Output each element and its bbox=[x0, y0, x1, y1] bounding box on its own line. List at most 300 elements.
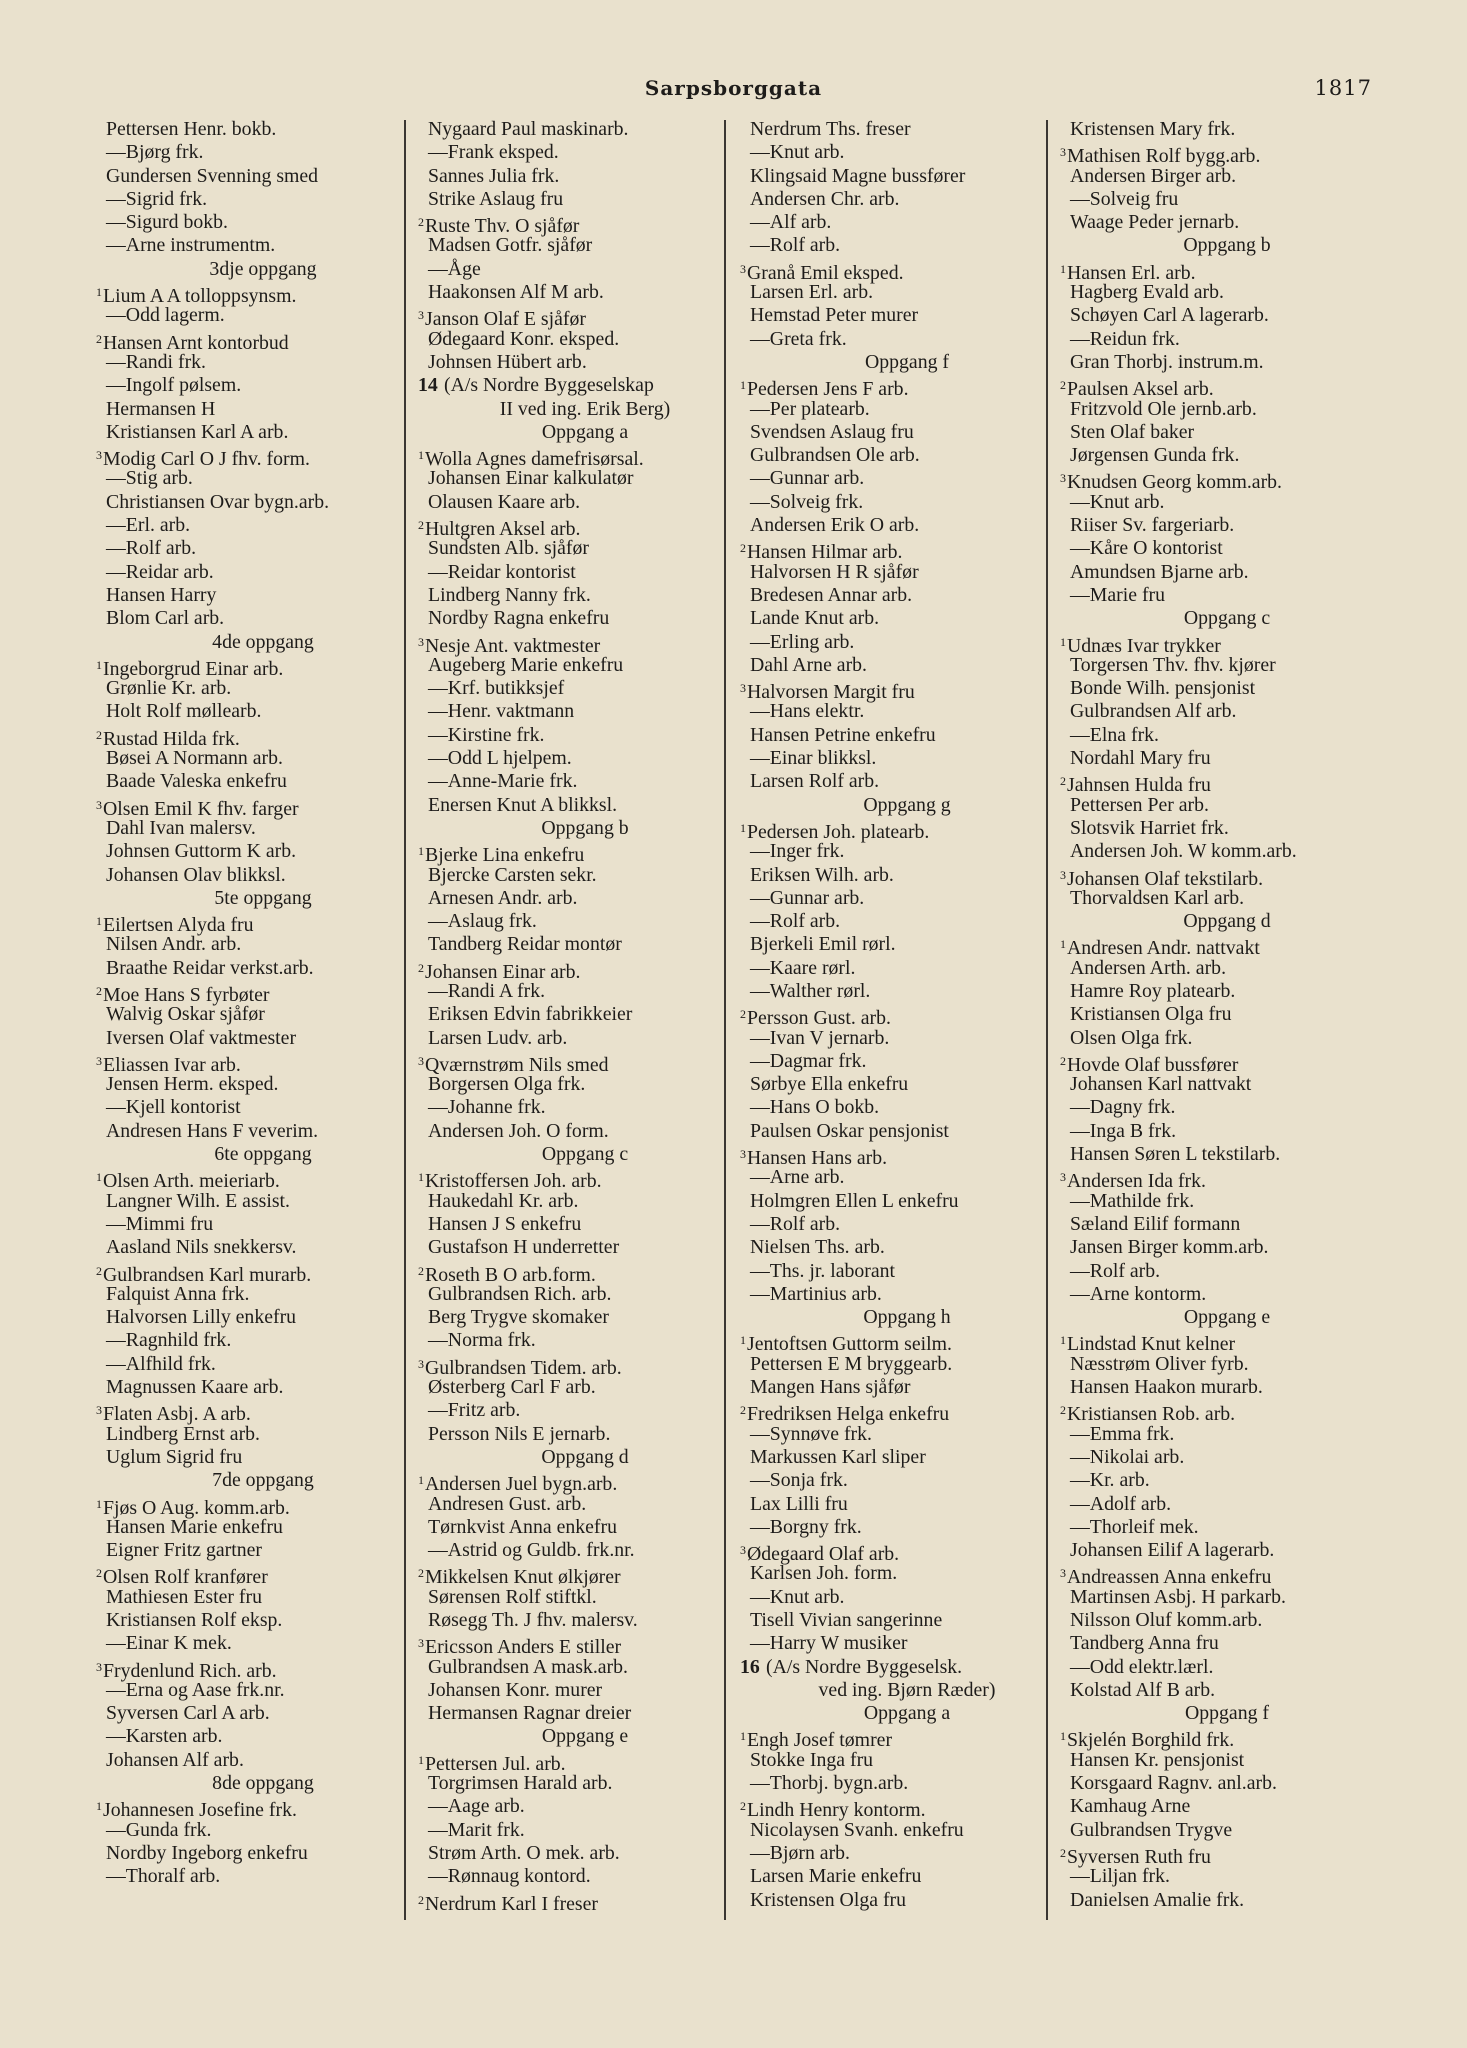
entry-text: Gundersen Svenning smed bbox=[106, 164, 319, 187]
entry-text: —Ivan V jernarb. bbox=[750, 1026, 890, 1049]
floor-marker: 1 bbox=[96, 1170, 102, 1185]
directory-entry bbox=[1060, 1842, 1386, 1868]
directory-entry bbox=[104, 514, 422, 537]
entry-text: —Knut arb. bbox=[750, 1585, 845, 1608]
directory-entry bbox=[104, 1819, 422, 1842]
directory-entry bbox=[96, 444, 422, 471]
floor-marker: 2 bbox=[1060, 1845, 1066, 1860]
directory-entry bbox=[426, 770, 744, 793]
entry-text: —Gunnar arb. bbox=[750, 886, 865, 909]
directory-entry bbox=[748, 840, 1066, 863]
entry-text: —Inger frk. bbox=[750, 840, 845, 863]
section-heading bbox=[104, 1143, 422, 1166]
entry-text: ved ing. Bjørn Ræder) bbox=[818, 1678, 996, 1701]
entry-text: Kristensen Mary frk. bbox=[1070, 118, 1236, 140]
entry-text: Knudsen Georg komm.arb. bbox=[1067, 471, 1282, 494]
entry-text: —Odd L hjelpem. bbox=[428, 747, 572, 770]
entry-text: Jahnsen Hulda fru bbox=[1067, 774, 1211, 797]
entry-text: —Frank eksped. bbox=[428, 141, 559, 164]
directory-entry bbox=[748, 1376, 1066, 1399]
section-heading bbox=[104, 258, 422, 281]
directory-entry bbox=[426, 537, 744, 560]
entry-text: Magnussen Kaare arb. bbox=[106, 1376, 284, 1399]
entry-text: Slotsvik Harriet frk. bbox=[1070, 816, 1229, 839]
house-number: 14 bbox=[418, 374, 438, 397]
entry-text: (A/s Nordre Byggeselskap bbox=[444, 374, 654, 397]
directory-entry bbox=[426, 1679, 744, 1702]
entry-text: Johnsen Hübert arb. bbox=[428, 350, 587, 373]
directory-entry bbox=[426, 1772, 744, 1795]
directory-entry bbox=[418, 1632, 744, 1659]
directory-entry bbox=[1068, 747, 1386, 770]
directory-entry bbox=[1068, 584, 1386, 607]
directory-entry bbox=[748, 584, 1066, 607]
entry-text: Schøyen Carl A lagerarb. bbox=[1070, 304, 1269, 327]
entry-text: Nordby Ingeborg enkefru bbox=[106, 1841, 308, 1864]
directory-entry bbox=[96, 910, 422, 937]
directory-entry bbox=[426, 1190, 744, 1213]
entry-text: —Johanne frk. bbox=[428, 1096, 546, 1119]
entry-text: Andersen Ida frk. bbox=[1067, 1170, 1206, 1193]
entry-text: Oppgang c bbox=[1183, 607, 1271, 630]
directory-entry bbox=[96, 1050, 422, 1076]
directory-entry bbox=[748, 910, 1066, 933]
directory-entry bbox=[748, 1260, 1066, 1283]
directory-entry bbox=[740, 1539, 1066, 1566]
entry-text: Sannes Julia frk. bbox=[428, 164, 560, 187]
entry-text: Oppgang c bbox=[541, 1143, 629, 1166]
entry-text: Lande Knut arb. bbox=[750, 607, 880, 630]
entry-text: Engh Josef tømrer bbox=[747, 1729, 893, 1752]
floor-marker: 2 bbox=[1060, 774, 1066, 789]
directory-entry bbox=[1068, 1493, 1386, 1516]
section-heading bbox=[104, 1469, 422, 1492]
entry-text: Nerdrum Karl I freser bbox=[425, 1892, 598, 1915]
directory-entry bbox=[426, 1819, 744, 1842]
entry-text: Danielsen Amalie frk. bbox=[1070, 1888, 1245, 1911]
entry-text: Frydenlund Rich. arb. bbox=[103, 1659, 277, 1682]
entry-text: (A/s Nordre Byggeselsk. bbox=[766, 1655, 963, 1678]
entry-text: Thorvaldsen Karl arb. bbox=[1070, 886, 1245, 909]
directory-entry bbox=[1068, 980, 1386, 1003]
directory-entry bbox=[1068, 1376, 1386, 1399]
entry-text: Qværnstrøm Nils smed bbox=[425, 1053, 609, 1076]
entry-text: Tisell Vivian sangerinne bbox=[750, 1609, 943, 1631]
directory-entry bbox=[96, 1166, 422, 1193]
directory-entry bbox=[748, 724, 1066, 747]
entry-text: Oppgang a bbox=[541, 420, 629, 443]
directory-entry bbox=[1060, 258, 1386, 284]
entry-text: Tørnkvist Anna enkefru bbox=[428, 1515, 617, 1538]
entry-text: —Sonja frk. bbox=[750, 1469, 848, 1492]
entry-text: Larsen Ludv. arb. bbox=[428, 1026, 568, 1049]
directory-entry bbox=[1060, 1166, 1386, 1193]
directory-entry bbox=[418, 1889, 744, 1915]
directory-entry bbox=[426, 467, 744, 490]
directory-entry bbox=[1068, 398, 1386, 421]
directory-entry bbox=[1068, 304, 1386, 327]
entry-text: —Alfhild frk. bbox=[106, 1352, 216, 1375]
directory-entry bbox=[748, 444, 1066, 467]
entry-text: Persson Gust. arb. bbox=[747, 1007, 891, 1030]
directory-entry bbox=[418, 514, 744, 541]
directory-entry bbox=[426, 1842, 744, 1865]
directory-entry bbox=[104, 1329, 422, 1352]
entry-text: Paulsen Aksel arb. bbox=[1067, 378, 1214, 401]
entry-text: Andresen Andr. nattvakt bbox=[1067, 937, 1260, 960]
directory-entry bbox=[104, 491, 422, 514]
directory-entry bbox=[748, 561, 1066, 584]
directory-entry bbox=[1068, 1236, 1386, 1259]
entry-text: Mathisen Rolf bygg.arb. bbox=[1067, 145, 1261, 168]
directory-entry bbox=[104, 817, 422, 840]
entry-text: Ericsson Anders E stiller bbox=[425, 1636, 622, 1659]
entry-text: Larsen Marie enkefru bbox=[750, 1865, 922, 1888]
floor-marker: 1 bbox=[96, 1496, 102, 1511]
directory-entry bbox=[426, 1376, 744, 1399]
directory-entry bbox=[96, 1795, 422, 1822]
floor-marker: 1 bbox=[1060, 261, 1066, 276]
entry-text: Hansen Erl. arb. bbox=[1067, 261, 1196, 284]
directory-entry bbox=[104, 1096, 422, 1119]
directory-entry bbox=[96, 281, 422, 308]
directory-entry bbox=[748, 234, 1066, 257]
entry-text: Pettersen Henr. bokb. bbox=[106, 118, 277, 140]
entry-text: Olausen Kaare arb. bbox=[428, 490, 581, 513]
directory-entry bbox=[748, 654, 1066, 677]
entry-text: Eriksen Wilh. arb. bbox=[750, 863, 894, 886]
directory-entry bbox=[426, 188, 744, 211]
entry-text: Pedersen Joh. platearb. bbox=[747, 820, 930, 843]
entry-text: Eilertsen Alyda fru bbox=[103, 914, 254, 937]
entry-text: Østerberg Carl F arb. bbox=[428, 1376, 596, 1399]
directory-entry bbox=[426, 864, 744, 887]
directory-entry bbox=[748, 1073, 1066, 1096]
entry-text: Kristiansen Karl A arb. bbox=[106, 420, 289, 443]
entry-text: Tandberg Anna fru bbox=[1070, 1632, 1219, 1655]
directory-entry bbox=[104, 840, 422, 863]
entry-text: —Rolf arb. bbox=[106, 537, 197, 560]
entry-text: Hultgren Aksel arb. bbox=[425, 518, 581, 541]
entry-text: Johansen Konr. murer bbox=[428, 1678, 603, 1701]
entry-text: Holmgren Ellen L enkefru bbox=[750, 1189, 959, 1212]
directory-entry bbox=[426, 1516, 744, 1539]
floor-marker: 2 bbox=[96, 727, 102, 742]
directory-entry bbox=[426, 1236, 744, 1259]
directory-entry bbox=[748, 1353, 1066, 1376]
entry-text: Hermansen Ragnar dreier bbox=[428, 1702, 632, 1725]
directory-entry bbox=[104, 1073, 422, 1096]
floor-marker: 1 bbox=[1060, 1333, 1066, 1348]
directory-entry bbox=[426, 1399, 744, 1422]
directory-entry bbox=[1068, 537, 1386, 560]
entry-text: —Norma frk. bbox=[428, 1329, 536, 1352]
directory-entry bbox=[740, 374, 1066, 401]
entry-text: Næsstrøm Oliver fyrb. bbox=[1070, 1352, 1249, 1375]
directory-entry bbox=[104, 561, 422, 584]
entry-text: —Karsten arb. bbox=[106, 1725, 223, 1748]
entry-text: Oppgang d bbox=[541, 1445, 629, 1468]
entry-text: Uglum Sigrid fru bbox=[106, 1445, 243, 1468]
entry-text: Hansen J S enkefru bbox=[428, 1212, 582, 1235]
entry-text: Bjerke Lina enkefru bbox=[425, 844, 585, 867]
floor-marker: 1 bbox=[418, 844, 424, 859]
entry-text: Holt Rolf møllearb. bbox=[106, 700, 262, 723]
directory-entry bbox=[418, 444, 744, 471]
directory-entry bbox=[104, 1306, 422, 1329]
section-heading bbox=[426, 1143, 744, 1166]
floor-marker: 1 bbox=[1060, 937, 1066, 952]
entry-text: Gulbrandsen Alf arb. bbox=[1070, 700, 1237, 723]
entry-text: Pettersen Jul. arb. bbox=[425, 1752, 566, 1775]
section-heading bbox=[748, 1679, 1066, 1702]
directory-entry bbox=[748, 1190, 1066, 1213]
directory-entry bbox=[104, 770, 422, 793]
directory-entry bbox=[1068, 1469, 1386, 1492]
entry-text: Stokke Inga fru bbox=[750, 1748, 874, 1771]
entry-text: Hansen Arnt kontorbud bbox=[103, 331, 289, 354]
entry-text: —Dagny frk. bbox=[1070, 1096, 1176, 1119]
entry-text: —Bjørg frk. bbox=[106, 141, 204, 164]
entry-text: Haakonsen Alf M arb. bbox=[428, 281, 604, 304]
directory-entry bbox=[748, 933, 1066, 956]
entry-text: Fritzvold Ole jernb.arb. bbox=[1070, 397, 1257, 420]
entry-text: Johansen Karl nattvakt bbox=[1070, 1073, 1252, 1096]
entry-text: —Ingolf pølsem. bbox=[106, 374, 242, 397]
floor-marker: 2 bbox=[96, 1566, 102, 1581]
directory-entry bbox=[418, 1749, 744, 1775]
entry-text: Strike Aslaug fru bbox=[428, 187, 564, 210]
directory-entry bbox=[104, 1190, 422, 1213]
entry-text: Enersen Knut A blikksl. bbox=[428, 793, 618, 816]
directory-entry bbox=[418, 1469, 744, 1496]
directory-entry bbox=[426, 654, 744, 677]
directory-entry bbox=[1068, 1749, 1386, 1772]
entry-text: Olsen Emil K fhv. farger bbox=[103, 797, 299, 820]
entry-text: Martinsen Asbj. H parkarb. bbox=[1070, 1585, 1286, 1608]
floor-marker: 1 bbox=[96, 914, 102, 929]
entry-text: 8de oppgang bbox=[212, 1772, 314, 1795]
directory-entry bbox=[748, 1283, 1066, 1306]
entry-text: Lium A A tolloppsynsm. bbox=[103, 285, 297, 308]
section-heading bbox=[748, 1702, 1066, 1725]
entry-text: Johansen Alf arb. bbox=[106, 1748, 244, 1771]
directory-entry bbox=[1068, 1143, 1386, 1166]
entry-text: Riiser Sv. fargeriarb. bbox=[1070, 514, 1235, 537]
floor-marker: 1 bbox=[96, 1799, 102, 1814]
entry-text: —Liljan frk. bbox=[1070, 1865, 1170, 1888]
entry-text: Hansen Harry bbox=[106, 583, 217, 606]
entry-text: Syversen Carl A arb. bbox=[106, 1702, 270, 1725]
entry-text: Hansen Kr. pensjonist bbox=[1070, 1748, 1245, 1771]
directory-entry bbox=[1068, 957, 1386, 980]
directory-entry bbox=[748, 118, 1066, 141]
directory-entry bbox=[104, 118, 422, 141]
entry-text: Mangen Hans sjåfør bbox=[750, 1376, 911, 1399]
directory-entry bbox=[104, 747, 422, 770]
directory-entry bbox=[748, 1562, 1066, 1585]
section-heading bbox=[1068, 910, 1386, 933]
entry-text: Oppgang d bbox=[1183, 910, 1271, 933]
floor-marker: 3 bbox=[418, 1636, 424, 1651]
directory-entry bbox=[426, 794, 744, 817]
entry-text: Oppgang g bbox=[863, 793, 951, 816]
floor-marker: 2 bbox=[740, 1799, 746, 1814]
entry-text: Nilsen Andr. arb. bbox=[106, 933, 242, 956]
entry-text: Bjercke Carsten sekr. bbox=[428, 863, 597, 886]
directory-entry bbox=[1068, 1073, 1386, 1096]
entry-text: —Rolf arb. bbox=[750, 910, 841, 933]
entry-text: Tandberg Reidar montør bbox=[428, 933, 622, 956]
directory-entry bbox=[426, 1586, 744, 1609]
directory-entry bbox=[748, 1166, 1066, 1189]
entry-text: —Einar blikksl. bbox=[750, 747, 877, 770]
directory-entry bbox=[748, 1749, 1066, 1772]
entry-text: Ødegaard Konr. eksped. bbox=[428, 327, 620, 350]
entry-text: Pedersen Jens F arb. bbox=[747, 378, 909, 401]
entry-text: Wolla Agnes damefrisørsal. bbox=[425, 448, 644, 471]
directory-entry bbox=[748, 1586, 1066, 1609]
entry-text: —Arne arb. bbox=[750, 1166, 845, 1189]
entry-text: Gulbrandsen Ole arb. bbox=[750, 444, 920, 467]
directory-entry bbox=[104, 1213, 422, 1236]
directory-entry bbox=[1068, 1446, 1386, 1469]
directory-entry bbox=[1060, 1399, 1386, 1426]
entry-text: Hansen Haakon murarb. bbox=[1070, 1376, 1263, 1399]
entry-text: Nesje Ant. vaktmester bbox=[425, 634, 601, 657]
entry-text: Andersen Juel bygn.arb. bbox=[425, 1473, 618, 1496]
directory-entry bbox=[740, 1399, 1066, 1426]
entry-text: Jensen Herm. eksped. bbox=[106, 1073, 279, 1096]
entry-text: Gulbrandsen A mask.arb. bbox=[428, 1655, 628, 1678]
directory-entry bbox=[1068, 421, 1386, 444]
floor-marker: 2 bbox=[418, 518, 424, 533]
entry-text: Hemstad Peter murer bbox=[750, 304, 919, 327]
directory-entry bbox=[748, 1889, 1066, 1912]
directory-column-2 bbox=[418, 118, 744, 1915]
directory-entry bbox=[748, 211, 1066, 234]
entry-text: Halvorsen Margit fru bbox=[747, 681, 915, 704]
floor-marker: 1 bbox=[96, 285, 102, 300]
entry-text: —Nikolai arb. bbox=[1070, 1445, 1185, 1468]
directory-entry bbox=[104, 1283, 422, 1306]
floor-marker: 1 bbox=[418, 1170, 424, 1185]
directory-entry bbox=[748, 1446, 1066, 1469]
entry-text: Andersen Birger arb. bbox=[1070, 164, 1237, 187]
entry-text: Johansen Olav blikksl. bbox=[106, 863, 286, 886]
floor-marker: 3 bbox=[96, 1053, 102, 1068]
house-number: 16 bbox=[740, 1655, 760, 1678]
entry-text: —Per platearb. bbox=[750, 397, 870, 420]
entry-text: Hamre Roy platearb. bbox=[1070, 979, 1236, 1002]
entry-text: Johansen Olaf tekstilarb. bbox=[1067, 867, 1264, 890]
directory-entry bbox=[1060, 770, 1386, 797]
directory-entry bbox=[426, 234, 744, 257]
entry-text: Grønlie Kr. arb. bbox=[106, 677, 232, 700]
entry-text: —Arne kontorm. bbox=[1070, 1282, 1207, 1305]
column-divider bbox=[1046, 120, 1048, 1920]
entry-text: Nilsson Oluf komm.arb. bbox=[1070, 1609, 1263, 1631]
entry-text: Sørensen Rolf stiftkl. bbox=[428, 1585, 597, 1608]
section-heading bbox=[426, 398, 744, 421]
entry-text: Hansen Hilmar arb. bbox=[747, 541, 903, 564]
entry-text: —Ths. jr. laborant bbox=[750, 1259, 896, 1282]
directory-entry bbox=[104, 1376, 422, 1399]
directory-column-1 bbox=[96, 118, 422, 1889]
directory-entry bbox=[1068, 724, 1386, 747]
entry-text: Andersen Joh. W komm.arb. bbox=[1070, 840, 1297, 863]
directory-entry bbox=[418, 1050, 744, 1076]
entry-text: Bredesen Annar arb. bbox=[750, 583, 913, 606]
entry-text: Bonde Wilh. pensjonist bbox=[1070, 677, 1256, 700]
entry-text: Persson Nils E jernarb. bbox=[428, 1422, 611, 1445]
entry-text: —Odd lagerm. bbox=[106, 304, 225, 327]
directory-entry bbox=[1060, 864, 1386, 890]
floor-marker: 1 bbox=[96, 657, 102, 672]
entry-text: 7de oppgang bbox=[212, 1469, 314, 1492]
entry-text: —Randi A frk. bbox=[428, 979, 546, 1002]
directory-entry bbox=[1060, 631, 1386, 657]
directory-entry bbox=[104, 165, 422, 188]
entry-text: Mikkelsen Knut ølkjører bbox=[425, 1566, 621, 1589]
building-number-entry bbox=[418, 374, 744, 397]
entry-text: Waage Peder jernarb. bbox=[1070, 211, 1240, 234]
directory-entry bbox=[426, 351, 744, 374]
directory-entry bbox=[104, 467, 422, 490]
entry-text: Larsen Rolf arb. bbox=[750, 770, 880, 793]
directory-entry bbox=[426, 1213, 744, 1236]
directory-entry bbox=[426, 1609, 744, 1632]
entry-text: Markussen Karl sliper bbox=[750, 1445, 926, 1468]
directory-entry bbox=[96, 328, 422, 354]
directory-entry bbox=[1068, 1190, 1386, 1213]
section-heading bbox=[426, 817, 744, 840]
entry-text: —Inga B frk. bbox=[1070, 1119, 1177, 1142]
entry-text: Iversen Olaf vaktmester bbox=[106, 1026, 297, 1049]
floor-marker: 3 bbox=[1060, 471, 1066, 486]
directory-entry bbox=[1068, 677, 1386, 700]
directory-entry bbox=[418, 957, 744, 983]
entry-text: Johnsen Guttorm K arb. bbox=[106, 840, 297, 863]
directory-entry bbox=[740, 1003, 1066, 1030]
directory-entry bbox=[104, 1609, 422, 1632]
floor-marker: 3 bbox=[1060, 867, 1066, 882]
directory-entry bbox=[740, 1725, 1066, 1752]
directory-entry bbox=[104, 1679, 422, 1702]
directory-entry bbox=[1068, 1260, 1386, 1283]
directory-entry bbox=[1068, 444, 1386, 467]
entry-text: Dahl Arne arb. bbox=[750, 653, 867, 676]
directory-entry bbox=[1068, 1516, 1386, 1539]
entry-text: Kristoffersen Joh. arb. bbox=[425, 1170, 602, 1193]
section-heading bbox=[748, 794, 1066, 817]
directory-entry bbox=[748, 770, 1066, 793]
directory-entry bbox=[1068, 794, 1386, 817]
directory-entry bbox=[1068, 1609, 1386, 1632]
directory-entry bbox=[740, 537, 1066, 564]
entry-text: Nordahl Mary fru bbox=[1070, 747, 1211, 770]
directory-entry bbox=[1068, 188, 1386, 211]
floor-marker: 2 bbox=[96, 1263, 102, 1278]
entry-text: Kristiansen Rolf eksp. bbox=[106, 1609, 283, 1631]
directory-entry bbox=[1068, 491, 1386, 514]
entry-text: Hansen Søren L tekstilarb. bbox=[1070, 1143, 1281, 1166]
directory-entry bbox=[426, 1096, 744, 1119]
entry-text: —Randi frk. bbox=[106, 350, 206, 373]
entry-text: —Åge bbox=[428, 257, 481, 280]
floor-marker: 2 bbox=[418, 1892, 424, 1907]
directory-entry bbox=[748, 398, 1066, 421]
